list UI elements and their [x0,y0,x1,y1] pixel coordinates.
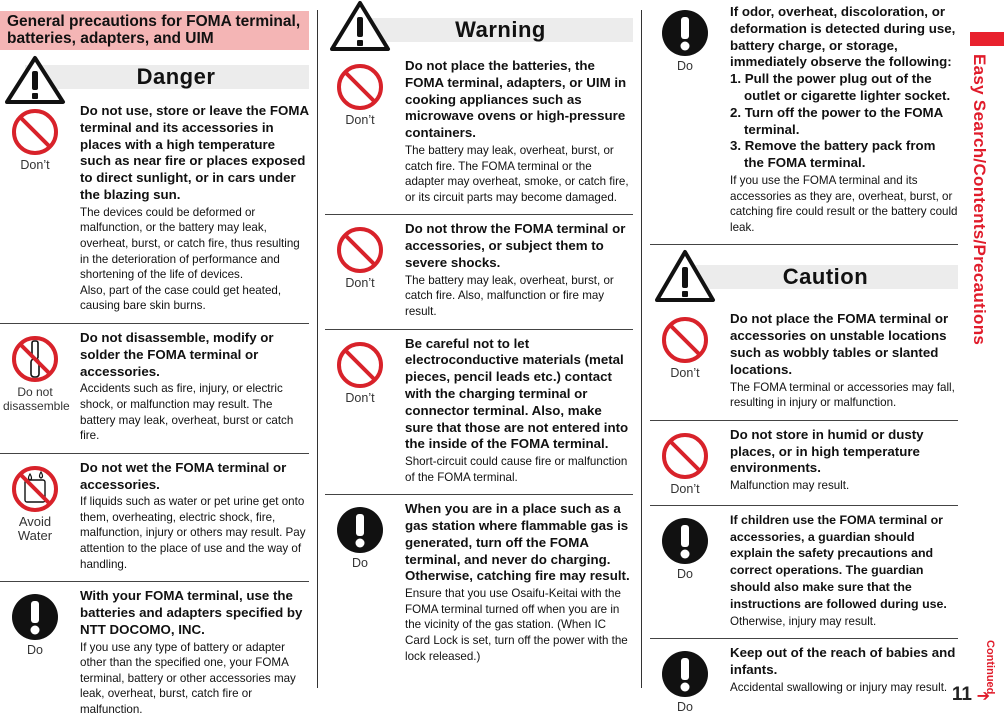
avoid-water-label: Avoid Water [17,513,53,543]
danger-band [0,55,309,97]
column-divider [641,10,642,688]
danger-item-disassemble [0,324,309,454]
dont-label: Don’t [20,158,50,172]
warning-item-gas-station [325,495,633,673]
dont-label: Don’t [345,276,375,291]
continued-label: Continued [984,640,996,695]
item-title: Do not place the FOMA terminal or accessories on unstable locations such as wobbly tables or slanted locations. [730,311,949,377]
do-label: Do [677,700,693,715]
warning-item-microwave [325,52,633,215]
side-tab-label: Easy Search/Contents/Precautions [970,54,989,346]
item-body: The FOMA terminal or accessories may fall, resulting in injury or malfunction. [730,380,955,410]
caution-item-humid [650,421,958,506]
mandatory-action-icon [660,516,710,566]
mandatory-action-icon [335,505,385,555]
dont-label: Don’t [345,113,375,127]
prohibition-icon [335,62,385,112]
do-label: Do [677,59,693,73]
column-2 [325,0,633,673]
item-title: Do not wet the FOMA terminal or accessories. [80,459,287,492]
caution-heading: Caution [782,264,869,290]
do-label: Do [352,556,368,571]
prohibition-icon [10,107,60,157]
prohibition-icon [660,431,710,481]
item-title: Do not throw the FOMA terminal or accessories, or subject them to severe shocks. [405,221,626,270]
page-number: 11 [951,684,972,705]
item-body: The devices could be deformed or malfunction, or the battery may leak, overheat, burst, or catch fire, thus resulting in the deterioration of performance and shortening of the life of devices. [80,205,300,282]
caution-item-children [650,506,958,639]
warning-item-shock [325,215,633,329]
item-body: Otherwise, injury may result. [730,614,877,628]
danger-item-heat [0,97,309,324]
item-title: If children use the FOMA terminal or accessories, a guardian should explain the safety precautions and correct operations. The guardian should also make sure that the instructions are followed during use. [730,512,947,611]
caution-item-infants [650,639,958,723]
column-3 [650,0,958,723]
mandatory-action-icon [660,649,710,699]
item-title: Do not disassemble, modify or solder the FOMA terminal or accessories. [80,329,274,379]
item-title: Do not store in humid or dusty places, or in high temperature environments. [730,426,924,476]
do-not-disassemble-label: Do not disassemble [3,384,70,413]
item-title: With your FOMA terminal, use the batteries and adapters specified by NTT DOCOMO, INC. [80,588,303,637]
item-body: Short-circuit could cause fire or malfunction of the FOMA terminal. [405,455,628,484]
item-title: Keep out of the reach of babies and infants. [730,645,956,677]
dont-label: Don’t [670,366,700,381]
warning-heading: Warning [455,17,546,42]
prohibition-icon [335,340,385,390]
warning-item-conductive [325,330,633,496]
caution-band [650,245,958,305]
warning-triangle-icon [329,0,391,52]
dont-label: Don’t [345,390,375,405]
steps-list [730,71,958,172]
no-disassemble-icon [10,334,60,384]
item-body: Malfunction may result. [730,479,850,493]
item-body: If you use any type of battery or adapter other than the specified one, your FOMA terminal, battery or other accessories may leak, overheat, burst, catch fire or malfunction. [80,640,296,717]
prohibition-icon [335,225,385,275]
item-title: Be careful not to let electroconductive materials (metal pieces, pencil leads etc.) contact with the charging terminal or connector terminal. Also, make sure that those are not entered into the inside of the FOMA terminal. [405,335,629,452]
item-title: When you are in a place such as a gas station where flammable gas is generated, turn off the FOMA terminal, and never do charging. Otherwise, catching fire may result. [405,501,630,584]
item-body: The battery may leak, overheat, burst, or catch fire. The FOMA terminal or the adapter may overheat, smoke, or catch fire, or its circuit parts may become damaged. [405,143,629,204]
mandatory-action-icon [10,592,60,642]
section-title: General precautions for FOMA terminal, batteries, adapters, and UIM [0,11,309,50]
do-label: Do [677,566,693,581]
danger-item-specified-batteries [0,582,309,726]
column-1 [0,0,309,727]
item-body: The battery may leak, overheat, burst, or catch fire. Also, malfunction or fire may result. [405,273,614,318]
side-tab [967,30,1004,390]
item-body: Accidents such as fire, injury, or electric shock, or malfunction may result. The battery may leak, overheat, burst or catch fire. [80,382,294,443]
caution-triangle-icon [654,249,716,305]
item-title: Do not use, store or leave the FOMA terminal and its accessories in places with a high temperature such as near fire or places exposed to direct sunlight, or in cars under the blazing sun. [80,103,309,202]
warning-item-odor-overheat [650,0,958,245]
step-item: 1. Pull the power plug out of the outlet or cigarette lighter socket. [730,71,951,103]
side-tab-marker [970,32,1004,46]
item-body: Ensure that you use Osaifu-Keitai with the FOMA terminal turned off when you are in the vicinity of the gas station. (When IC Card Lock is set, turn off the power with the lock released.) [405,587,628,663]
item-title: If odor, overheat, discoloration, or deformation is detected during use, battery charge, or storage, immediately observe the following: [730,4,956,70]
item-body: Accidental swallowing or injury may result. [730,680,948,694]
dont-label: Don’t [670,481,700,496]
column-divider [317,10,318,688]
danger-heading: Danger [136,64,216,89]
item-body: If liquids such as water or pet urine get onto them, overheating, electric shock, fire, malfunction, injury or others may result. Pay attention to the place of use and the way of handling. [80,495,306,571]
step-item: 2. Turn off the power to the FOMA terminal. [730,104,943,137]
item-title: Do not place the batteries, the FOMA terminal, adapters, or UIM in cooking appliances such as microwave ovens or high-pressure containers. [405,58,627,141]
continue-arrow-icon: ➔ [976,688,990,705]
item-body: Also, part of the case could get heated, causing bare skin burns. [80,283,282,313]
item-body: If you use the FOMA terminal and its accessories as they are, overheat, burst, or catching fire could result or the battery could leak. [730,173,958,234]
do-label: Do [27,643,43,658]
avoid-water-icon [10,464,60,514]
caution-item-unstable [650,305,958,420]
danger-warning-triangle-icon [4,55,66,105]
danger-item-water [0,454,309,583]
warning-band [325,0,633,52]
step-item: 3. Remove the battery pack from the FOMA terminal. [730,138,936,171]
mandatory-action-icon [660,8,710,58]
prohibition-icon [660,315,710,365]
